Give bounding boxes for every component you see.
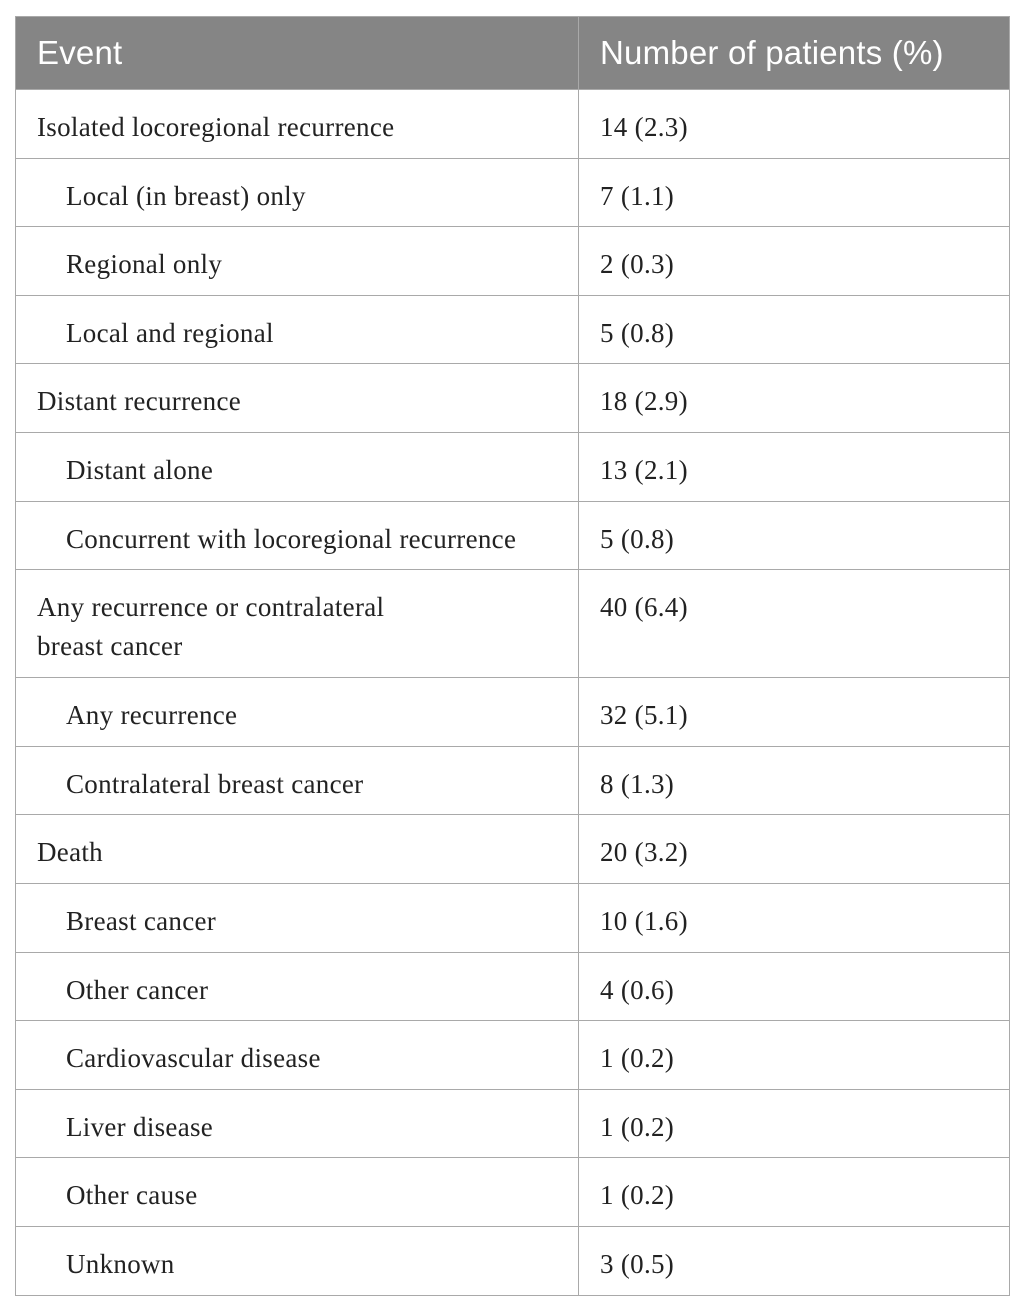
count-cell: 20 (3.2) bbox=[579, 815, 1010, 884]
table-row bbox=[16, 295, 1010, 364]
table-row bbox=[16, 1226, 1010, 1295]
events-table bbox=[15, 16, 1010, 1296]
count-cell: 5 (0.8) bbox=[579, 295, 1010, 364]
event-cell: Distant alone bbox=[16, 432, 579, 501]
count-cell: 1 (0.2) bbox=[579, 1021, 1010, 1090]
table-row bbox=[16, 432, 1010, 501]
count-cell: 2 (0.3) bbox=[579, 227, 1010, 296]
event-cell: Contralateral breast cancer bbox=[16, 746, 579, 815]
table-row bbox=[16, 1158, 1010, 1227]
table-row bbox=[16, 952, 1010, 1021]
table-header bbox=[16, 17, 1010, 90]
event-cell: Any recurrence bbox=[16, 678, 579, 747]
count-cell: 3 (0.5) bbox=[579, 1226, 1010, 1295]
event-cell: Distant recurrence bbox=[16, 364, 579, 433]
event-cell: Isolated locoregional recurrence bbox=[16, 90, 579, 159]
table-row bbox=[16, 227, 1010, 296]
table-row bbox=[16, 746, 1010, 815]
event-cell: Unknown bbox=[16, 1226, 579, 1295]
count-cell: 8 (1.3) bbox=[579, 746, 1010, 815]
count-cell: 4 (0.6) bbox=[579, 952, 1010, 1021]
table-row bbox=[16, 364, 1010, 433]
count-cell: 1 (0.2) bbox=[579, 1158, 1010, 1227]
event-cell: Local (in breast) only bbox=[16, 158, 579, 227]
count-cell: 1 (0.2) bbox=[579, 1089, 1010, 1158]
table-body bbox=[16, 90, 1010, 1296]
event-cell: Concurrent with locoregional recurrence bbox=[16, 501, 579, 570]
table-row bbox=[16, 90, 1010, 159]
table-row bbox=[16, 158, 1010, 227]
count-cell: 14 (2.3) bbox=[579, 90, 1010, 159]
table-row bbox=[16, 1089, 1010, 1158]
table-row bbox=[16, 1021, 1010, 1090]
event-text-line-2: breast cancer bbox=[37, 631, 183, 662]
header-event: Event bbox=[16, 17, 579, 90]
header-row bbox=[16, 17, 1010, 90]
table-row bbox=[16, 883, 1010, 952]
event-cell: Liver disease bbox=[16, 1089, 579, 1158]
header-number-of-patients: Number of patients (%) bbox=[579, 17, 1010, 90]
count-cell: 5 (0.8) bbox=[579, 501, 1010, 570]
table-row bbox=[16, 570, 1010, 678]
event-text-line-1: Any recurrence or contralateral bbox=[37, 592, 385, 623]
event-cell bbox=[16, 570, 579, 678]
table-row bbox=[16, 815, 1010, 884]
event-cell: Other cause bbox=[16, 1158, 579, 1227]
event-cell: Other cancer bbox=[16, 952, 579, 1021]
count-cell: 40 (6.4) bbox=[579, 570, 1010, 678]
table-row bbox=[16, 678, 1010, 747]
count-cell: 18 (2.9) bbox=[579, 364, 1010, 433]
event-cell: Local and regional bbox=[16, 295, 579, 364]
count-cell: 32 (5.1) bbox=[579, 678, 1010, 747]
table-row bbox=[16, 501, 1010, 570]
events-table-container bbox=[15, 16, 1009, 1296]
count-cell: 10 (1.6) bbox=[579, 883, 1010, 952]
event-cell: Death bbox=[16, 815, 579, 884]
event-cell: Cardiovascular disease bbox=[16, 1021, 579, 1090]
event-cell: Breast cancer bbox=[16, 883, 579, 952]
count-cell: 7 (1.1) bbox=[579, 158, 1010, 227]
count-cell: 13 (2.1) bbox=[579, 432, 1010, 501]
event-cell: Regional only bbox=[16, 227, 579, 296]
